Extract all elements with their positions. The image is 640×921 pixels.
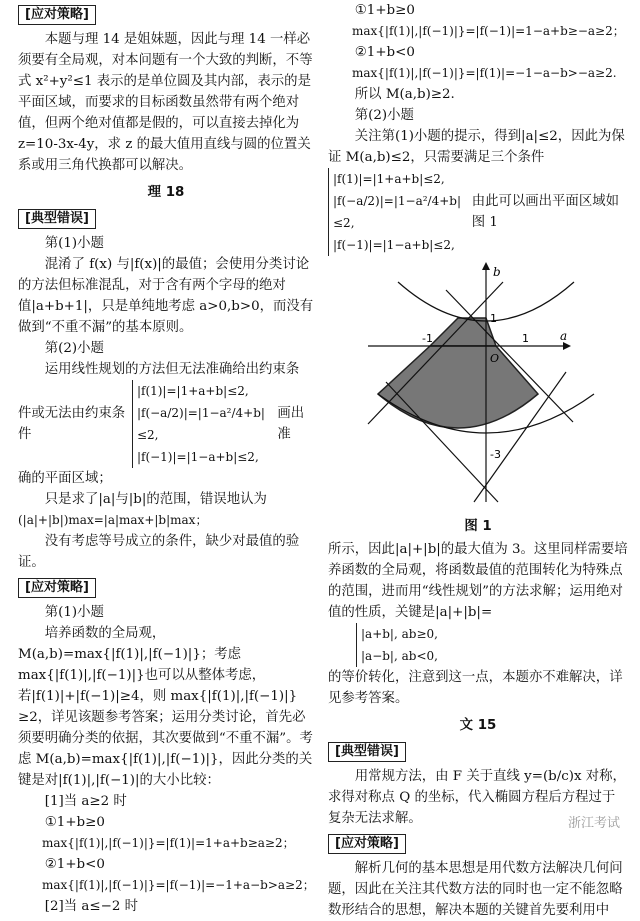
case-equation: max{|f(1)|,|f(−1)|}=|f(−1)|=1−a+b≥−a≥2； [352, 24, 625, 38]
shaded-region [378, 346, 538, 428]
error-heading: [典型错误] [18, 209, 96, 229]
subquestion-label: 第(2)小题 [44, 341, 104, 356]
constraint-line: |f(1)|=|1+a+b|≤2, [333, 172, 445, 186]
strategy-paragraph: 培养函数的全局观，M(a,b)=max{|f(1)|,|f(−1)|}；考虑 max{|f(1)|,|f(−1)|}也可以从整体考虑，若|f(1)|+|f(−1)|≥4，则 max{|f(1)|,|f(−1)|}≥2，详见该题参考答案；运用分类讨论，首先必须要明确分类的依据，其次要做到“不重不漏”。考虑 M(a,b)=max{|f(1)|,|f(−1)|}，因此分类的关键是对|f(1)|,|f(−1)|的大小比较： [18, 626, 313, 788]
strategy-paragraph: 本题与理 14 是姐妹题，因此与理 14 一样必须要有全局观，对本问题有一个大致的判断，不等式 x²+y²≤1 表示的是单位圆及其内部，表示的是平面区域，而要求的目标函数虽然带有两个绝对值，但两个绝对值都是假的，可以直接去掉化为 z=10-3x-4y，求 z 的最大值用直线与圆的位置关系或用三角代换都可以解决。 [18, 32, 313, 173]
constraint-lines [132, 380, 273, 468]
case-equation: max{|f(1)|,|f(−1)|}=|f(−1)|=−1+a−b>a≥2； [42, 878, 315, 892]
abs-lines [356, 623, 438, 667]
strategy-heading: [应对策略] [18, 5, 96, 25]
error-paragraph: 只是求了|a|与|b|的范围，错误地认为 [44, 492, 267, 507]
abs-line: |a+b|, ab≥0, [361, 627, 438, 641]
subquestion-label: 第(1)小题 [44, 605, 104, 620]
constraint-system [328, 168, 628, 256]
constraint-suffix: 画出准 [277, 406, 305, 442]
right-column [328, 0, 628, 921]
strategy-heading: [应对策略] [328, 834, 406, 854]
strategy-paragraph: 关注第(1)小题的提示，得到|a|≤2，因此为保证 M(a,b)≤2，只需要满足三个条件 [328, 129, 625, 165]
section-title: 理 18 [147, 185, 185, 200]
constraint-line: |f(−1)|=|1−a+b|≤2, [136, 450, 259, 464]
constraint-lines [328, 168, 468, 256]
a-label: a [560, 329, 568, 343]
figure-1 [328, 262, 628, 512]
constraint-line: |f(−a/2)|=|1−a²/4+b|≤2, [333, 194, 461, 230]
subquestion-label: 第(2)小题 [354, 108, 414, 123]
abs-line: |a−b|, ab<0, [361, 649, 438, 663]
figure-caption: 图 1 [464, 519, 492, 534]
watermark-logo: 浙江考试 [567, 816, 620, 831]
b-label: b [493, 265, 501, 279]
strategy-paragraph: 所示，因此|a|+|b|的最大值为 3。这里同样需要培养函数的全局观，将函数最值的范围转化为特殊点的范围，进而用“线性规划”的方法求解；运用绝对值的性质，关键是|a|+|b|= [328, 542, 628, 620]
constraint-prefix: 件或无法由约束条件 [18, 406, 126, 442]
case-label: ①1+b≥0 [44, 815, 105, 830]
origin-label: O [490, 352, 500, 365]
strategy-paragraph: 的等价转化，注意到这一点，本题亦不难解决，详见参考答案。 [328, 670, 623, 706]
a-axis-arrow [563, 342, 571, 350]
constraint-line: |f(−1)|=|1−a+b|≤2, [333, 238, 455, 252]
tick-label: -1 [422, 332, 433, 345]
error-paragraph: 确的平面区域； [18, 471, 112, 486]
tick-label: 1 [522, 332, 529, 345]
b-axis-arrow [482, 262, 490, 270]
strategy-paragraph: 解析几何的基本思想是用代数方法解决几何问题，因此在关注其代数方法的同时也一定不能忽略数形结合的思想，解决本题的关键首先要利用中 [328, 861, 623, 918]
section-title: 文 15 [459, 718, 497, 733]
left-column [18, 0, 314, 917]
tick-label: -3 [490, 448, 501, 461]
tick-label: 1 [490, 312, 497, 325]
error-paragraph: 混淆了 f(x) 与|f(x)|的最值；会使用分类讨论的方法但标准混乱，对于含有两个字母的绝对值|a+b+1|，只是单纯地考虑 a>0,b>0，而没有做到“不重不漏”的基本原则。 [18, 257, 314, 335]
case-label: ②1+b<0 [354, 45, 415, 60]
case-label: ①1+b≥0 [354, 3, 415, 18]
case-label: [2]当 a≤−2 时 [44, 899, 139, 914]
constraint-line: |f(1)|=|1+a+b|≤2, [136, 384, 249, 398]
error-heading: [典型错误] [328, 742, 406, 762]
subquestion-label: 第(1)小题 [44, 236, 104, 251]
case-equation: max{|f(1)|,|f(−1)|}=|f(1)|=−1−a−b>−a≥2. [352, 66, 617, 80]
strategy-heading: [应对策略] [18, 578, 96, 598]
error-paragraph: 没有考虑等号成立的条件，缺少对最值的验证。 [18, 534, 300, 570]
abs-piecewise [328, 623, 628, 667]
case-equation: max{|f(1)|,|f(−1)|}=|f(1)|=1+a+b≥a≥2； [42, 836, 295, 850]
error-paragraph: 运用线性规划的方法但无法准确给出约束条 [44, 362, 300, 377]
case-label: ②1+b<0 [44, 857, 105, 872]
region-diagram [328, 262, 628, 512]
case-label: [1]当 a≥2 时 [44, 794, 127, 809]
error-paragraph: 用常规方法，由 F 关于直线 y=(b/c)x 对称，求得对称点 Q 的坐标，代入椭圆方程后方程过于复杂无法求解。 [328, 769, 626, 826]
constraint-suffix: 由此可以画出平面区域如图 1 [471, 194, 619, 230]
conclusion: 所以 M(a,b)≥2. [354, 87, 455, 102]
formula-line: (|a|+|b|)max=|a|max+|b|max； [18, 513, 208, 527]
constraint-line: |f(−a/2)|=|1−a²/4+b|≤2, [136, 406, 265, 442]
constraint-system [18, 380, 314, 468]
